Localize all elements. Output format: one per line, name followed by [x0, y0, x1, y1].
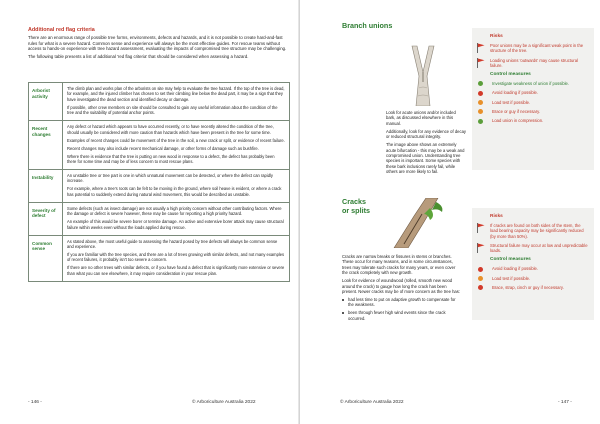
table-row — [29, 170, 289, 203]
criteria-paragraph: If you are familiar with the tree species, and there are a lot of trees growing with similar defects, and not many examples of recent failures, it probably isn't too severe a concern. — [67, 252, 285, 263]
table-row — [29, 121, 289, 170]
criteria-heading: Instability — [29, 170, 63, 202]
orange-dot-icon — [478, 109, 483, 114]
section-paragraph: The image above shows an extremely acute bifurcation - this may be a weak and compromised union. Understanding tree species is important. Some species with these bark inclusions rarely fail, while others are more likely to fail. — [386, 142, 465, 175]
cracked-stem-photo — [386, 198, 460, 248]
section-paragraph: Look for acute unions and/or included bark, as discussed elsewhere in this manual. — [386, 110, 456, 126]
control-item — [476, 109, 588, 114]
risk-item — [476, 223, 588, 239]
red-flag-icon — [476, 43, 485, 53]
criteria-paragraph: An unstable tree or tree part is one in which unnatural movement can be detected, or where the defect can rapidly increase. — [67, 173, 273, 184]
red-flag-icon — [476, 223, 485, 233]
control-text: Brace, strap, cinch or guy if necessary. — [492, 285, 564, 291]
control-measures-heading: Control measures — [490, 257, 531, 263]
red-dot-icon — [478, 285, 483, 290]
risk-item — [476, 58, 588, 69]
red-flag-criteria-title: Additional red flag criteria — [28, 27, 95, 33]
risk-text: Loading unions 'outwards' may cause structural failure. — [490, 57, 578, 68]
copyright-footer: © Arboriculture Australia 2022 — [192, 400, 256, 405]
copyright-footer: © Arboriculture Australia 2022 — [340, 400, 404, 405]
control-text: Avoid loading if possible. — [492, 90, 539, 96]
risk-text: Structural failure may occur at low and unpredictable loads. — [490, 242, 588, 254]
control-item — [476, 285, 588, 290]
table-row — [29, 203, 289, 236]
branch-union-illustration — [386, 42, 460, 106]
criteria-body — [63, 121, 289, 169]
branch-unions-section — [342, 22, 594, 182]
intro-paragraph: There are an enormous range of possible tree forms, environments, defects and hazards, and it is not possible to create hard-and-fast rules for what is a severe hazard. Common sense and experience will always be the most effective guides. For rescue teams without access to hands-on experience with tree hazard assessment, evaluating the impacts of compromised tree structure may be challenging. — [28, 35, 287, 52]
control-measures-heading: Control measures — [490, 72, 531, 78]
criteria-paragraph: Some defects (such as insect damage) are not usually a high priority concern without other contributing factors. Where the damage or defect is severe however, these may be cause for reporting a high priority hazard. — [67, 205, 282, 217]
table-row — [29, 83, 289, 121]
criteria-heading: Common sense — [29, 236, 63, 281]
control-text: Brace or guy if necessary. — [492, 109, 541, 115]
criteria-paragraph: Recent changes may also include recent mechanical damage, or other forms of damage such as bushfire. — [67, 145, 259, 151]
green-dot-icon — [478, 119, 483, 124]
cracks-splits-section — [342, 198, 594, 398]
criteria-heading: Arborist activity — [29, 83, 63, 120]
control-item — [476, 266, 588, 271]
criteria-paragraph: Any defect or hazard which appears to have occurred recently, or to have recently altered the condition of the tree, should usually be considered with more caution than hazards which have been present in the tree for some time. — [67, 124, 274, 135]
criteria-paragraph: For example, where a tree's roots can be felt to be moving in the ground, where soil heave is evident, or where a crack has potential to suddenly extend during natural wind movement, this would be described as unstable. — [67, 186, 282, 197]
orange-dot-icon — [478, 100, 483, 105]
criteria-body — [63, 170, 289, 202]
intro-paragraph: The following table presents a list of additional 'red flag criteria' that should be considered when assessing a hazard. — [28, 54, 249, 60]
criteria-paragraph: If there are no other trees with similar defects, or if you have found a defect that is significantly more extensive or severe than what you can see elsewhere, it may require consideration in your rescue plan. — [67, 265, 285, 276]
list-item: been through fewer high wind events since the crack occurred. — [342, 310, 462, 321]
control-item — [476, 276, 588, 281]
section-paragraph: Additionally, look for any evidence of decay or reduced structural integrity. — [386, 128, 466, 140]
red-dot-icon — [478, 91, 483, 96]
risks-heading: Risks — [490, 214, 503, 219]
crack-bullet-list — [342, 297, 462, 321]
criteria-paragraph: Examples of recent changes could be movement of the tree in the soil, a new crack or split, or evidence of recent failure. — [67, 137, 285, 143]
page-number: - 146 - — [28, 400, 42, 405]
red-flag-icon — [476, 58, 485, 68]
criteria-body — [63, 236, 289, 281]
section-body — [386, 110, 466, 177]
control-item — [476, 100, 588, 105]
control-text: Load test if possible. — [492, 99, 531, 105]
table-row — [29, 236, 289, 281]
control-text: Avoid loading if possible. — [492, 266, 539, 272]
control-item — [476, 90, 588, 95]
section-label: Branch unions — [342, 21, 393, 30]
criteria-heading: Severity of defect — [29, 203, 63, 235]
criteria-paragraph: An example of this would be severe borer or termite damage. An active and extensive borer attack may cause structural failure within weeks even without the loads applied during rescue. — [67, 219, 284, 230]
section-paragraph: Look for evidence of woundwood (rolled, smooth new wood around the crack) to gauge how long the crack has been present. Newer cracks may be of more concern as the tree has: — [342, 278, 461, 295]
control-text: Load union in compression. — [492, 118, 544, 124]
criteria-body — [63, 83, 289, 120]
red-flag-criteria-table — [28, 82, 290, 282]
section-label: Cracks or splits — [342, 197, 370, 215]
cracked-stem-illustration — [386, 198, 460, 248]
section-body — [342, 254, 462, 323]
criteria-heading: Recent changes — [29, 121, 63, 169]
control-item — [476, 118, 588, 123]
orange-dot-icon — [478, 276, 483, 281]
page-number: - 147 - — [558, 400, 572, 405]
control-text: Investigate weakness of union if possible. — [492, 81, 570, 87]
red-flag-icon — [476, 243, 485, 253]
risk-text: If cracks are found on both sides of the stem, the load bearing capacity may be significantly reduced (by more than 50%). — [490, 223, 584, 239]
criteria-paragraph: Where there is evidence that the tree is putting on new wood in response to a defect, the defect has probably been there for some time and may be of less concern to most rescue plans. — [67, 153, 275, 165]
risks-panel — [472, 208, 594, 320]
control-text: Load test if possible. — [492, 275, 531, 281]
risk-item — [476, 243, 588, 254]
control-item — [476, 81, 588, 86]
criteria-body — [63, 203, 289, 235]
criteria-paragraph: The climb plan and works plan of the arborists on site may help to evaluate the tree hazard. If the top of the tree is dead, for example, and the injured climber has chosen to set their climbing line below the dead part, it may be a sign that they have investigated the dead section and identified decay or damage. — [67, 86, 285, 102]
risk-text: Poor unions may be a significant weak point in the structure of the tree. — [490, 43, 584, 54]
risks-heading: Risks — [490, 34, 503, 39]
risk-item — [476, 43, 588, 54]
criteria-paragraph: As stated above, the most useful guide to assessing the hazard posed by tree defects will always be common sense and experience. — [67, 238, 278, 250]
red-dot-icon — [478, 267, 483, 272]
section-paragraph: Cracks are narrow breaks or fissures in stems or branches. These occur for many reasons, and in some circumstances, trees may tolerate such cracks for many years, or even cover the crack completely with new growth. — [342, 254, 456, 276]
green-dot-icon — [478, 81, 483, 86]
risks-panel — [472, 28, 594, 170]
list-item: had less time to put on adaptive growth to compensate for the weakness. — [342, 297, 462, 308]
intro-text — [28, 35, 290, 62]
criteria-paragraph: If possible, other crew members on site should be consulted to gain any useful information about the condition of the tree and the suitability of potential anchor points. — [67, 104, 278, 116]
right-page — [300, 0, 600, 424]
branch-union-photo — [386, 42, 460, 106]
